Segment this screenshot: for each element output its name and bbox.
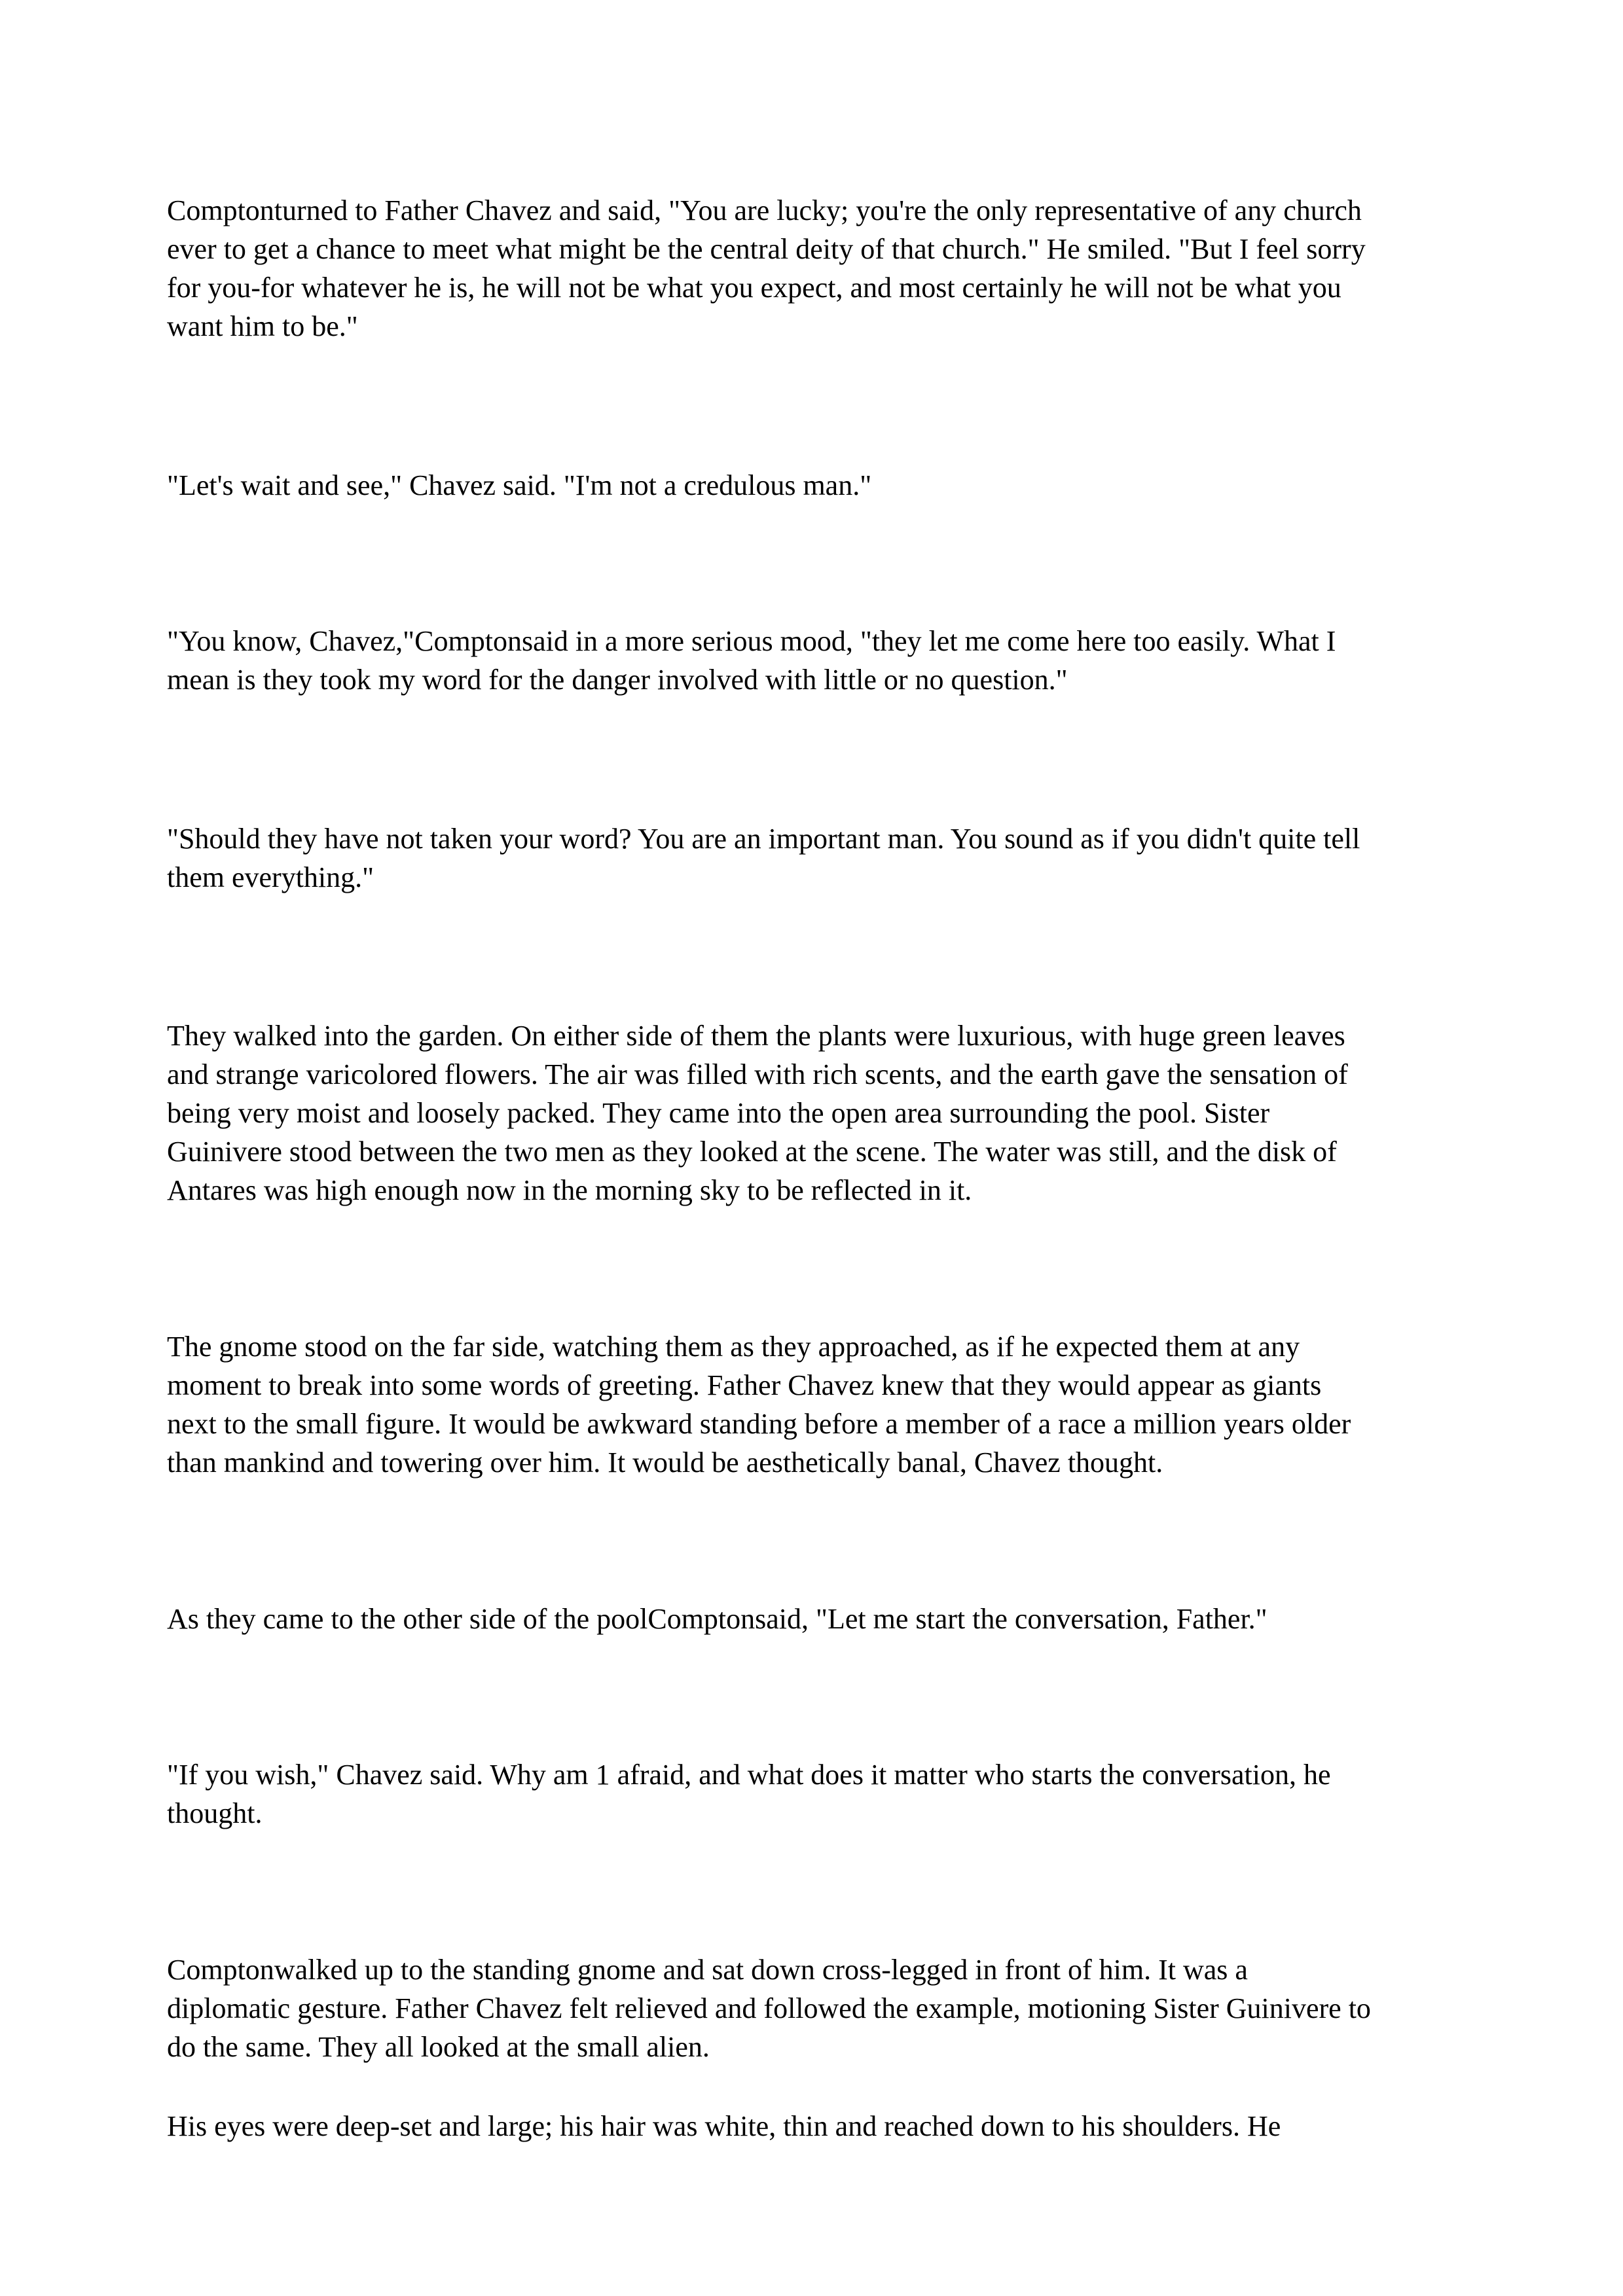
paragraph-4: "Should they have not taken your word? You are an important man. You sound as if you didn't quite tell them everything." xyxy=(167,823,1360,893)
paragraph-5: They walked into the garden. On either side of them the plants were luxurious, with huge green leaves and strange varicolored flowers. The air was filled with rich scents, and the earth gave the sensation of being very moist and loosely packed. They came into the open area surrounding the pool. Sister Guinivere stood between the two men as they looked at the scene. The water was still, and the disk of Antares was high enough now in the morning sky to be reflected in it. xyxy=(167,1020,1348,1206)
paragraph-8: "If you wish," Chavez said. Why am 1 afraid, and what does it matter who starts the conversation, he thought. xyxy=(167,1759,1331,1829)
paragraph-1: Comptonturned to Father Chavez and said, "You are lucky; you're the only representative of any church ever to get a chance to meet what might be the central deity of that church." He smiled. "But I feel sorry for you-for whatever he is, he will not be what you expect, and most certainly he will not be what you want him to be." xyxy=(167,194,1366,342)
paragraph-3: "You know, Chavez,"Comptonsaid in a more serious mood, "they let me come here too easily. What I mean is they took my word for the danger involved with little or no question." xyxy=(167,625,1336,696)
paragraph-9: Comptonwalked up to the standing gnome and sat down cross-legged in front of him. It was a diplomatic gesture. Father Chavez felt relieved and followed the example, motioning Sister Guinivere to do the same. They all looked at the small alien. xyxy=(167,1954,1371,2063)
paragraph-2: "Let's wait and see," Chavez said. "I'm not a credulous man." xyxy=(167,469,872,501)
paragraph-10: His eyes were deep-set and large; his hair was white, thin and reached down to his shoulders. He xyxy=(167,2110,1281,2142)
paragraph-7: As they came to the other side of the poolComptonsaid, "Let me start the conversation, Father." xyxy=(167,1603,1267,1635)
paragraph-6: The gnome stood on the far side, watching them as they approached, as if he expected them at any moment to break into some words of greeting. Father Chavez knew that they would appear as giants next to the small figure. It would be awkward standing before a member of a race a million years older than mankind and towering over him. It would be aesthetically banal, Chavez thought. xyxy=(167,1331,1351,1479)
